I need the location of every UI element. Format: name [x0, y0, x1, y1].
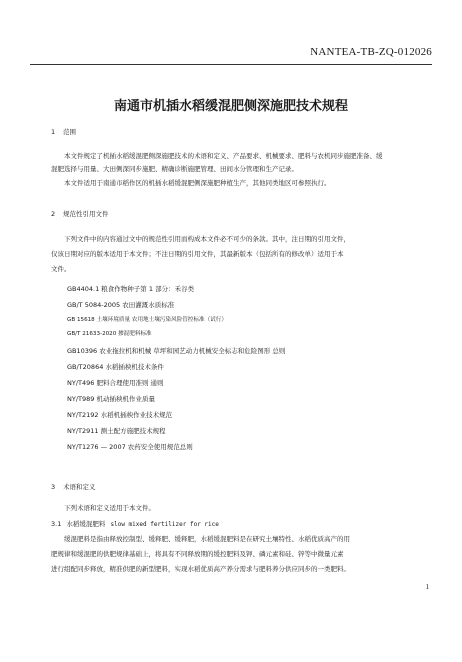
section-number: 2: [51, 210, 56, 218]
section-1-heading: [51, 127, 76, 136]
term-heading: [51, 519, 219, 528]
reference-item: NY/T496 肥料合理使用准则 通则: [67, 379, 164, 387]
reference-item: GB10396 农业拖拉机和机械 草坪和园艺动力机械安全标志和危险图形 总则: [67, 347, 286, 355]
reference-item: NY/T2192 水稻机插秧作业技术规范: [67, 411, 173, 419]
text-line: 混肥选择与用量、大田侧深同步施肥、精确诊断施肥管理、田间水分管理和生产记录。: [51, 165, 298, 173]
section-number: 3: [51, 483, 56, 491]
section-title: 术语和定义: [63, 483, 96, 491]
document-code: NANTEA-TB-ZQ-012026: [310, 46, 432, 58]
term-definition: [51, 533, 431, 546]
term-number: 3.1: [51, 520, 62, 528]
section-2-paragraph-cont: [51, 248, 431, 261]
reference-item: NY/T1276 — 2007 农药安全使用规范总则: [67, 443, 193, 451]
section-2-paragraph-cont: [51, 263, 431, 276]
section-2-heading: [51, 209, 109, 218]
term-english: slow mixed fertilizer for rice: [110, 521, 219, 528]
section-3-heading: [51, 482, 96, 491]
section-title: 范围: [63, 128, 76, 136]
text-line: 本文件规定了机插水稻缓混肥侧深施肥技术的术语和定义、产品要求、机械要求、肥料与农机同步施肥准备、缓: [64, 152, 383, 160]
text-line: 下列文件中的内容通过文中的规范性引用而构成本文件必不可少的条款。其中，注日期的引用文件，: [64, 235, 350, 243]
text-line: 本文件适用于南通市稻作区的机插水稻缓混肥侧深施肥种植生产，其他同类地区可参照执行。: [64, 179, 331, 187]
reference-item: GB/T 5084-2005 农田灌溉水质标准: [67, 301, 175, 309]
section-number: 1: [51, 128, 56, 136]
text-line: 缓混肥料是指由释放控制型、缓释肥、缓释肥，水稻缓混肥料是在研究土壤特性、水稻优质高产的用: [64, 535, 350, 543]
term-definition-cont: [51, 563, 431, 576]
reference-item: GB/T 21633-2020 掺混肥料标准: [67, 331, 152, 337]
term-definition-cont: [51, 548, 431, 561]
text-line: 进行组配同步释放，精准供肥的新型肥料，实现水稻优质高产养分需求与肥料养分供应同步的一类肥料。: [51, 565, 350, 573]
section-1-paragraph-1-cont: [51, 163, 431, 176]
reference-item: NY/T2911 测土配方施肥技术规程: [67, 427, 166, 435]
page-number: 1: [425, 583, 429, 591]
text-line: 下列术语和定义适用于本文件。: [64, 504, 155, 512]
text-line: 肥规律和缓混肥的供肥规律基础上，将具有不同释放期的缓控肥料及钾、磷元素和硅、锌等中微量元素: [51, 550, 344, 558]
section-2-paragraph: [51, 233, 431, 246]
reference-item: NY/T989 机动插秧机作业质量: [67, 395, 155, 403]
term-chinese: 水稻缓混肥料: [66, 520, 106, 528]
header-divider: [30, 64, 432, 65]
text-line: 仅该日期对应的版本适用于本文件；不注日期的引用文件，其最新版本（包括所有的修改单）适用于本: [51, 250, 344, 258]
reference-item: GB4404.1 粮食作物种子第 1 部分：禾谷类: [67, 285, 195, 293]
reference-item: GB 15618 土壤环境质量 农用地土壤污染风险管控标准（试行）: [67, 317, 227, 323]
section-1-paragraph-1: [51, 150, 431, 163]
text-line: 文件。: [51, 265, 71, 273]
section-title: 规范性引用文件: [63, 210, 109, 218]
section-1-paragraph-2: [51, 177, 431, 190]
reference-item: GB/T20864 水稻插秧机技术条件: [67, 363, 164, 371]
document-title: 南通市机插水稻缓混肥侧深施肥技术规程: [113, 99, 348, 114]
section-3-intro: [51, 502, 431, 515]
